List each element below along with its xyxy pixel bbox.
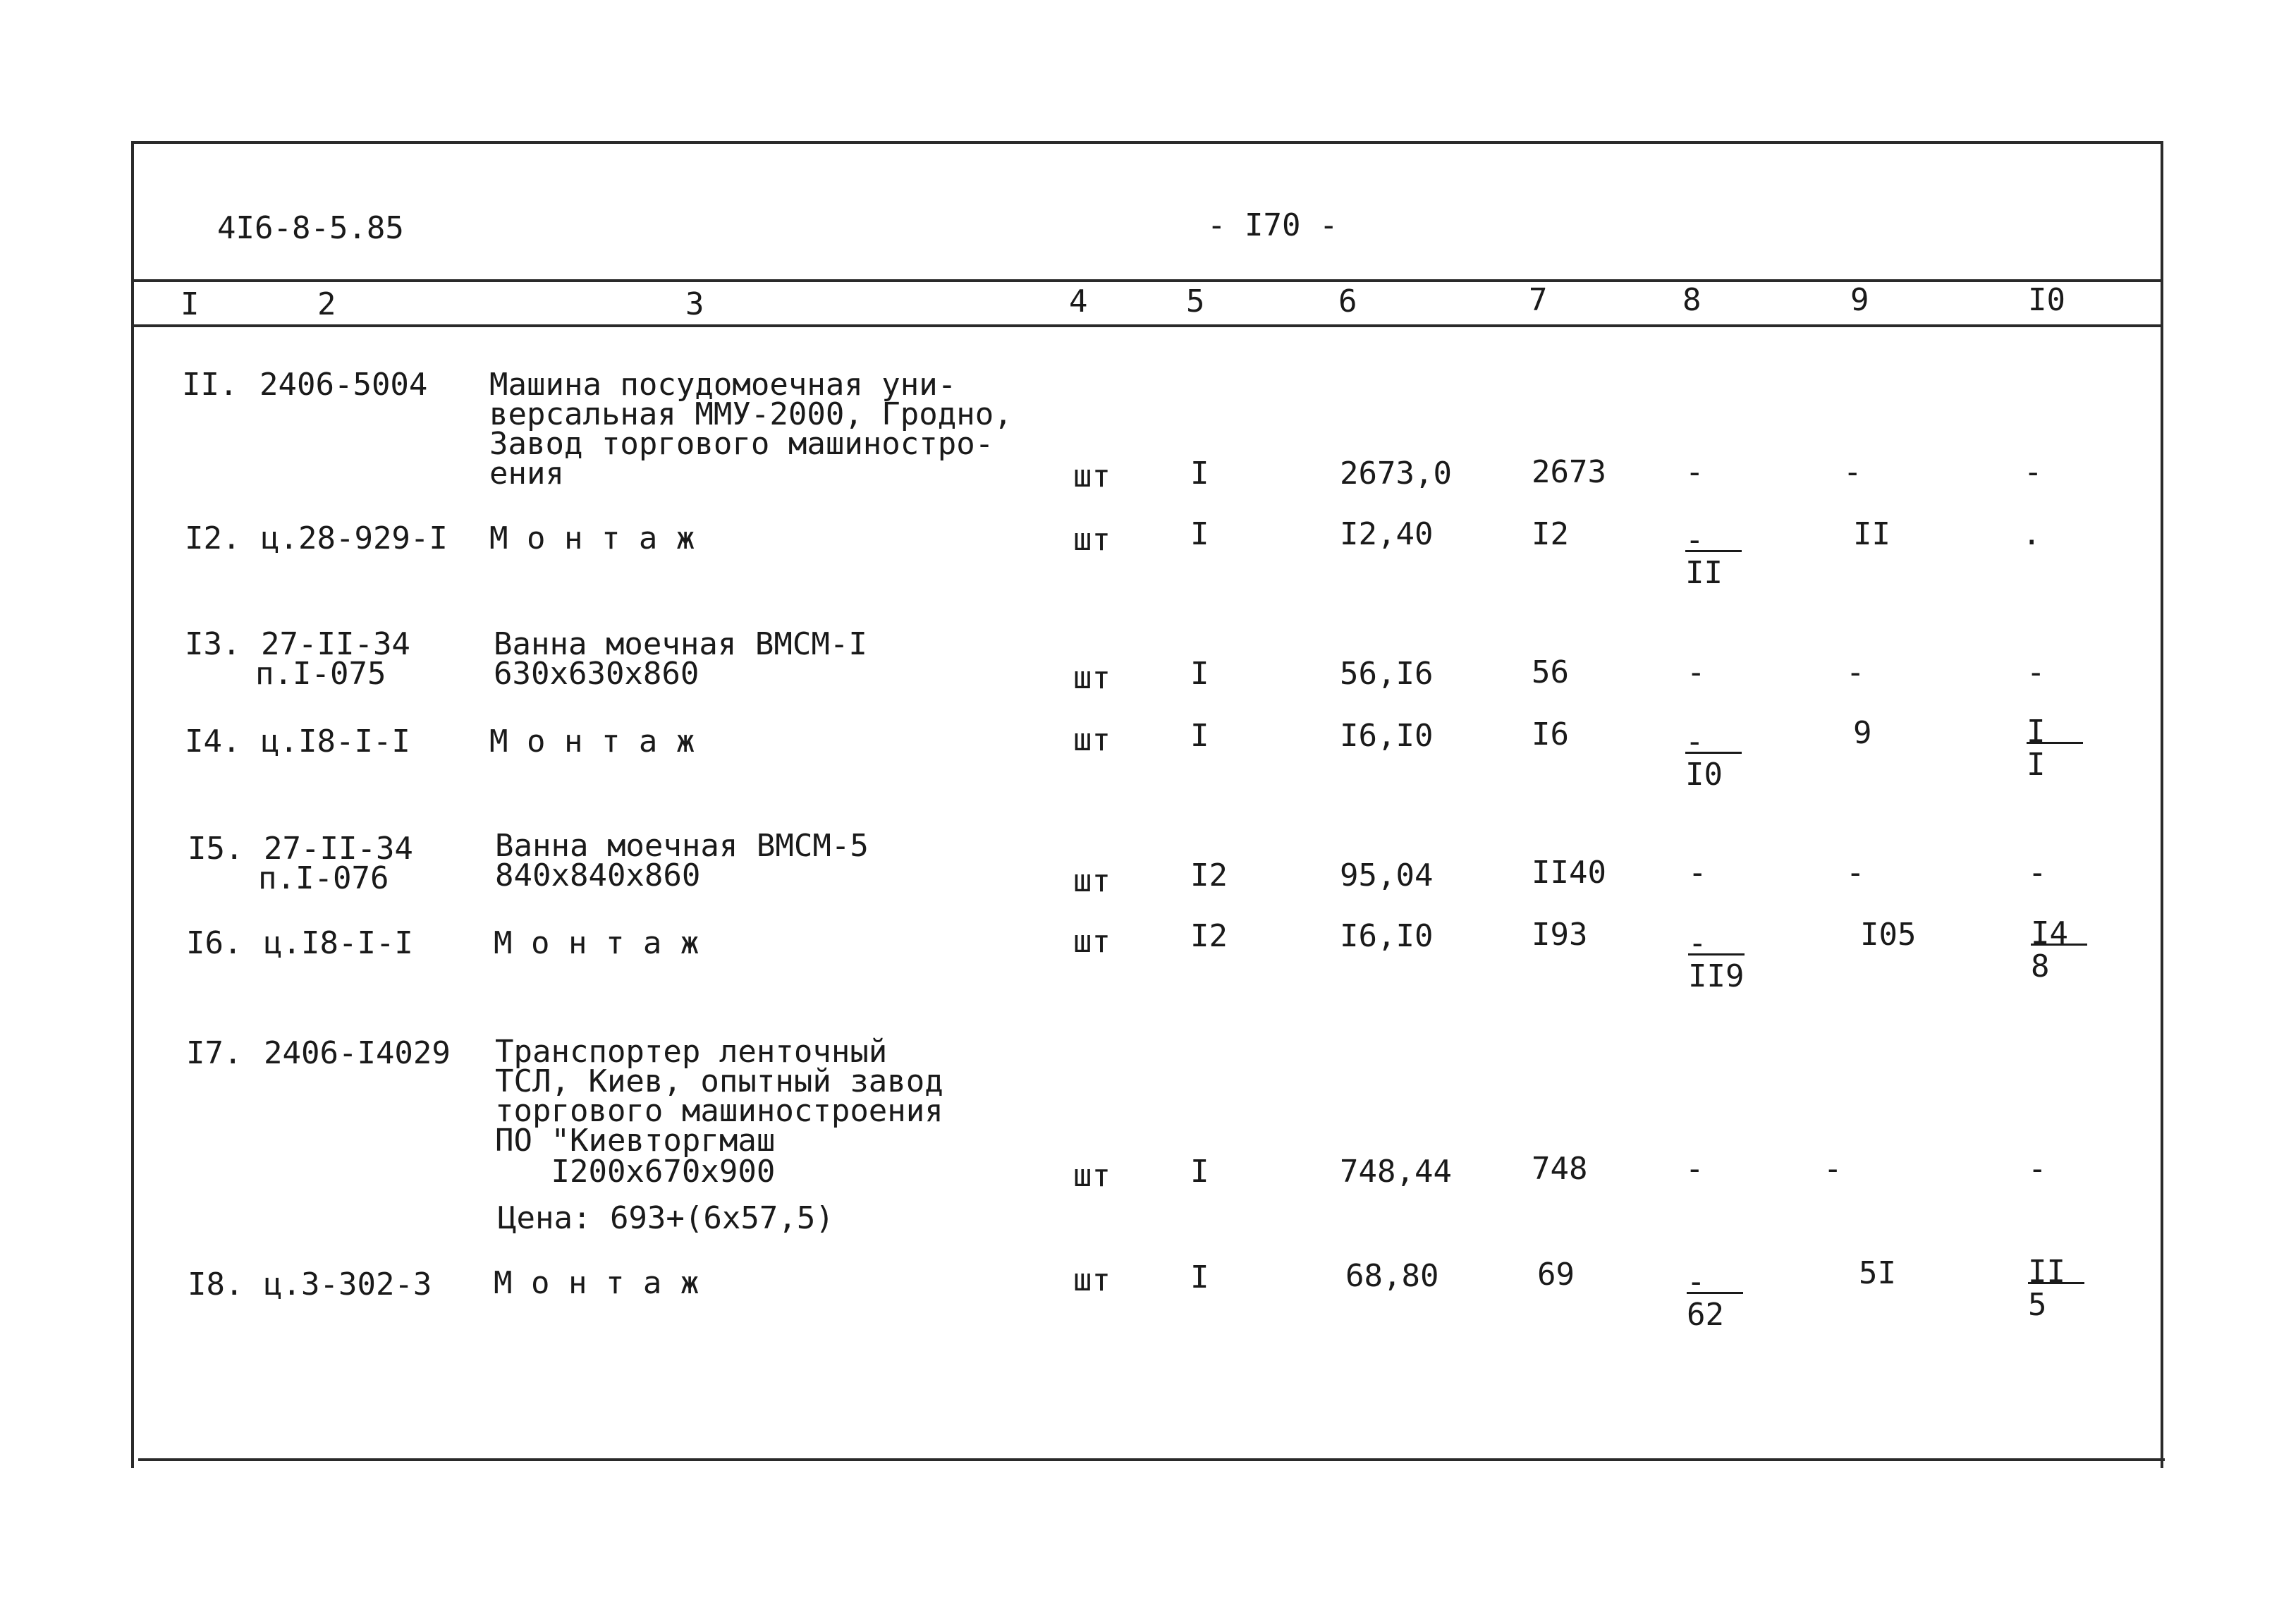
row-description-line: ения [489, 456, 564, 492]
row-col10: - [2028, 1151, 2047, 1187]
row-quantity: I [1190, 1259, 1209, 1295]
row-code: 27-II-34 [261, 626, 410, 662]
row-unit-price: 56,I6 [1340, 656, 1434, 692]
row-unit-price: 95,04 [1340, 857, 1434, 893]
row-col10-fraction: $\frac{I4}{8}$ [2031, 918, 2087, 982]
row-total: II40 [1532, 855, 1606, 891]
row-col8: - [1688, 855, 1707, 891]
row-col9: - [1846, 654, 1865, 690]
row-description-line: I200x670x900 [495, 1154, 776, 1190]
row-quantity: I [1190, 656, 1209, 692]
column-number: 4 [1069, 283, 1088, 319]
row-col8-fraction: - I0 [1685, 726, 1742, 790]
row-number: I4. [185, 724, 241, 759]
row-total: I2 [1532, 516, 1569, 552]
row-col9: - [1843, 454, 1862, 490]
page-number: - I70 - [1207, 207, 1338, 243]
row-col9: - [1846, 855, 1865, 891]
column-number: 5 [1186, 283, 1205, 319]
row-unit: шт [1073, 722, 1111, 758]
row-col8-fraction: - II [1685, 525, 1742, 589]
row-code: ц.I8-I-I [264, 925, 413, 961]
price-note: Цена: 693+(6x57,5) [498, 1200, 834, 1236]
row-number: II. [182, 367, 238, 403]
row-description-line: М о н т а ж [494, 925, 699, 961]
row-code: 27-II-34 [264, 831, 413, 867]
row-col9: 5I [1859, 1255, 1896, 1291]
row-col9: - [1823, 1151, 1843, 1187]
row-code: п.I-075 [255, 656, 386, 692]
document-code: 4I6-8-5.85 [217, 210, 404, 246]
row-unit-price: I6,I0 [1340, 918, 1434, 954]
column-number: 3 [685, 286, 704, 322]
row-col10-fraction: $\frac{II}{5}$ [2028, 1257, 2084, 1321]
row-description-line: М о н т а ж [494, 1265, 699, 1301]
row-code: 2406-5004 [259, 367, 428, 403]
row-code: ц.28-929-I [261, 520, 448, 556]
row-code: ц.3-302-3 [264, 1266, 432, 1302]
row-unit: шт [1073, 924, 1111, 960]
row-number: I6. [186, 925, 243, 961]
row-col8: - [1685, 454, 1704, 490]
row-description-line: 630x630x860 [494, 656, 699, 692]
row-col8: - [1687, 654, 1706, 690]
column-number: 7 [1529, 282, 1548, 318]
row-code: 2406-I4029 [264, 1035, 451, 1071]
row-unit-price: 2673,0 [1340, 456, 1452, 492]
row-col10: - [2027, 654, 2046, 690]
row-total: I6 [1532, 716, 1569, 752]
row-col10: . [2022, 516, 2041, 552]
row-col9: I05 [1860, 917, 1917, 953]
row-unit: шт [1073, 1158, 1111, 1194]
column-number: 8 [1682, 282, 1702, 318]
row-col8-fraction: - 62 [1687, 1266, 1743, 1331]
row-total: I93 [1532, 917, 1588, 953]
row-description-line: ТСЛ, Киев, опытный завод [495, 1063, 943, 1099]
row-description-line: версальная ММУ-2000, Гродно, [489, 396, 1013, 432]
row-description-line: ПО "Киевторгмаш [495, 1123, 776, 1159]
row-unit: шт [1073, 1262, 1111, 1298]
row-number: I5. [188, 831, 244, 867]
row-quantity: I [1190, 1154, 1209, 1190]
page-bottom-rule [138, 1458, 2165, 1461]
row-unit-price: 68,80 [1345, 1258, 1439, 1294]
row-col10: - [2024, 454, 2043, 490]
row-quantity: I2 [1190, 918, 1228, 954]
row-code: ц.I8-I-I [261, 724, 410, 759]
row-description-line: Транспортер ленточный [495, 1034, 888, 1070]
row-total: 748 [1532, 1151, 1588, 1187]
row-description-line: Машина посудомоечная уни- [489, 367, 957, 403]
row-unit: шт [1073, 458, 1111, 494]
row-description-line: 840x840x860 [495, 857, 701, 893]
row-quantity: I2 [1190, 857, 1228, 893]
column-number: 6 [1338, 283, 1357, 319]
row-col10-fraction: $\frac{I}{I}$ [2027, 716, 2083, 781]
header-bottom-rule [131, 324, 2163, 327]
row-description-line: М о н т а ж [489, 724, 695, 759]
row-quantity: I [1190, 718, 1209, 754]
row-description-line: М о н т а ж [489, 520, 695, 556]
row-unit-price: 748,44 [1340, 1154, 1452, 1190]
row-total: 69 [1537, 1257, 1575, 1293]
column-number: 9 [1850, 282, 1869, 318]
row-col8-fraction: - II9 [1688, 925, 1745, 994]
row-description-line: Завод торгового машиностро- [489, 426, 994, 462]
row-number: I7. [186, 1035, 243, 1071]
row-description-line: торгового машиностроения [495, 1093, 943, 1129]
row-col9: II [1853, 516, 1890, 552]
row-unit-price: I2,40 [1340, 516, 1434, 552]
column-number: 2 [317, 286, 336, 322]
row-col9: 9 [1853, 715, 1872, 751]
row-total: 2673 [1532, 454, 1606, 490]
row-description-line: Ванна моечная ВМСМ-5 [495, 828, 869, 864]
column-number: I0 [2028, 282, 2065, 318]
row-description-line: Ванна моечная ВМСМ-I [494, 626, 867, 662]
row-number: I3. [185, 626, 241, 662]
row-col10: - [2028, 855, 2047, 891]
row-code: п.I-076 [258, 860, 389, 896]
row-unit-price: I6,I0 [1340, 718, 1434, 754]
row-quantity: I [1190, 456, 1209, 492]
row-unit: шт [1073, 522, 1111, 558]
row-number: I2. [185, 520, 241, 556]
row-number: I8. [188, 1266, 244, 1302]
row-total: 56 [1532, 654, 1569, 690]
row-unit: шт [1073, 660, 1111, 696]
column-number: I [181, 286, 200, 322]
row-unit: шт [1073, 863, 1111, 899]
row-col8: - [1685, 1151, 1704, 1187]
row-quantity: I [1190, 516, 1209, 552]
